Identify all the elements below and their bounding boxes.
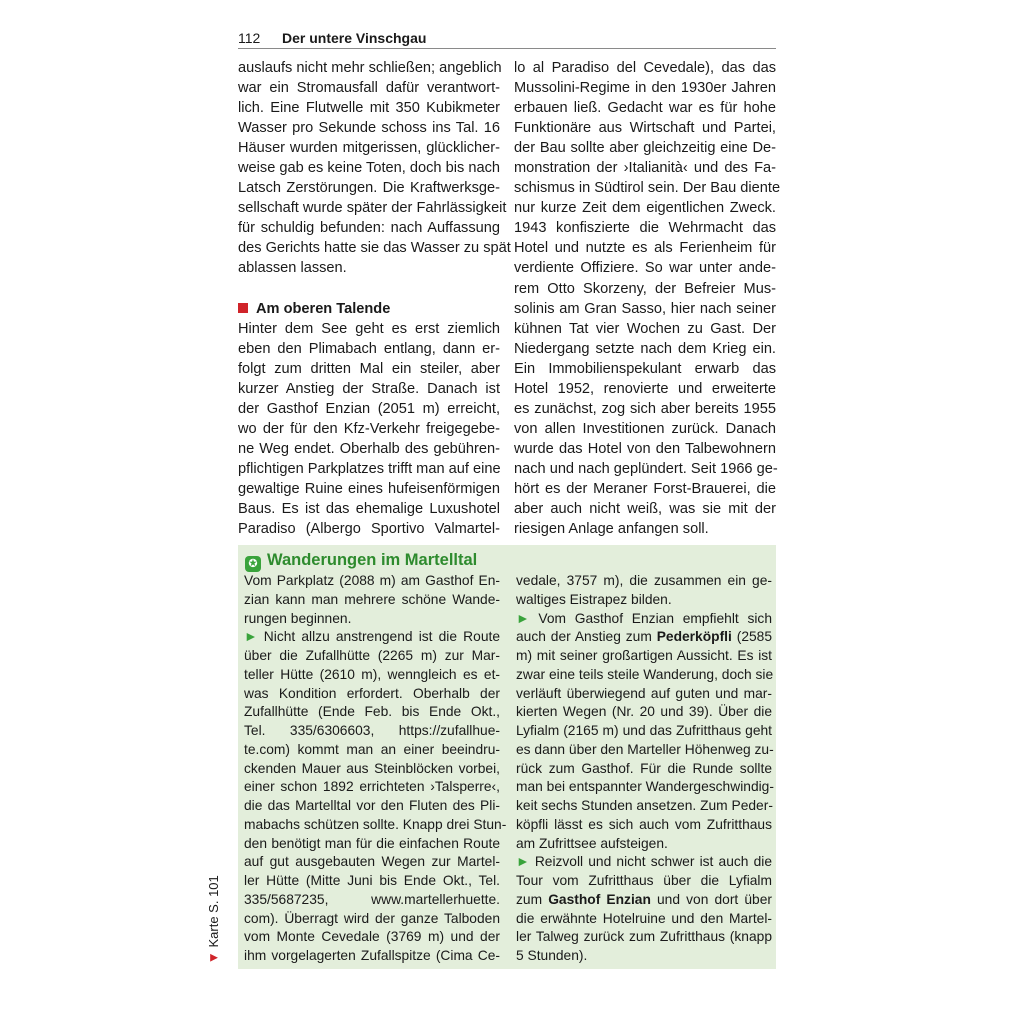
box-text-line: keit sechs Stunden ansetzen. Zum Peder- xyxy=(516,798,773,813)
chapter-title: Der untere Vinschgau xyxy=(282,30,427,46)
box-text-line: com). Überragt wird der ganze Talboden xyxy=(244,910,500,926)
text-line: folgt zum dritten Mal ein steiler, aber xyxy=(238,360,500,377)
box-text-line: köpfli lässt es sich auch vom Zufritthaus xyxy=(516,816,772,832)
text-line: weise gab es keine Toten, doch bis nach xyxy=(238,160,500,177)
left-column xyxy=(238,58,511,539)
text-line: monstration der ›Italianità‹ und des Fa- xyxy=(514,160,776,177)
box-text-line: ihm vorgelagerten Zufallspitze (Cima Ce- xyxy=(244,948,500,963)
text-line: Mussolini-Regime in den 1930er Jahren xyxy=(514,80,776,97)
section-heading-text: Am oberen Talende xyxy=(256,300,391,317)
text-line: es zunächst, zog sich aber bereits 1955 xyxy=(514,400,776,417)
page-number: 112 xyxy=(238,30,261,46)
text-line: Häuser wurden mitgerissen, glücklicher- xyxy=(238,140,500,157)
box-text-line: man bei entspannter Wandergeschwindig- xyxy=(516,779,774,795)
text-line: von allen Investitionen zurück. Danach xyxy=(514,420,776,437)
box-text-line: zian kann man mehrere schöne Wande- xyxy=(244,591,500,607)
text-line: Hotel und nutzte es als Ferienheim für xyxy=(514,240,776,257)
text-line: riesigen Anlage anfangen soll. xyxy=(514,521,709,538)
text-line: ne Weg endet. Oberhalb des gebühren- xyxy=(238,440,500,457)
text-line: eben den Plimabach entlang, dann er- xyxy=(238,340,500,357)
text-line: erbauen ließ. Gedacht war es für hohe xyxy=(514,100,776,117)
box-title xyxy=(245,549,477,572)
text-line: schismus in Südtirol sein. Der Bau diente xyxy=(514,180,781,197)
box-text-line: Lyfialm (2165 m) und das Zufritthaus geht xyxy=(516,723,772,738)
hiking-icon: ✪ xyxy=(245,556,261,572)
box-text-line: zum Gasthof Enzian und von dort über xyxy=(516,891,772,907)
box-text-line: Vom Parkplatz (2088 m) am Gasthof En- xyxy=(244,573,500,588)
box-text-line: die das Martelltal vor den Fluten des Pli- xyxy=(244,798,500,813)
text-line: gewaltige Ruine eines hufeisenförmigen xyxy=(238,480,500,497)
text-line: Hinter dem See geht es erst ziemlich xyxy=(238,320,500,337)
text-line: Baus. Es ist das ehemalige Luxushotel xyxy=(238,501,500,518)
text-line: der Gasthof Enzian (2051 m) erreicht, xyxy=(238,400,500,417)
page-header xyxy=(238,28,776,49)
box-text-line: rungen beginnen. xyxy=(244,610,352,626)
box-text-line: 335/5687235, www.martellerhuette. xyxy=(244,891,500,907)
section-heading xyxy=(238,299,500,319)
place-name: Pederköpfli xyxy=(656,629,732,645)
red-square-icon xyxy=(238,303,248,313)
box-left-column xyxy=(244,572,507,966)
arrow-bullet-icon: ► xyxy=(516,854,530,870)
text-line: hört es der Meraner Forst-Brauerei, die xyxy=(514,480,776,497)
box-text-line: den benötigt man für die einfachen Route xyxy=(244,835,500,851)
text-line: für schuldig befunden: nach Auffassung xyxy=(238,220,500,237)
text-line: Funktionäre aus Wirtschaft und Partei, xyxy=(514,120,776,137)
text-line: des Gerichts hatte sie das Wasser zu spät xyxy=(238,240,511,257)
text-line: 1943 konfiszierte die Wehrmacht das xyxy=(514,220,776,237)
box-text-line: über die Zufallhütte (2265 m) zur Mar- xyxy=(244,648,500,663)
text-line: pflichtigen Parkplatzes trifft man auf eine xyxy=(238,460,501,477)
box-text-line: auf gut ausgebauten Wegen zur Martel- xyxy=(244,854,500,870)
text-line: Paradiso (Albergo Sportivo Valmartel- xyxy=(238,521,500,538)
text-line: ablassen lassen. xyxy=(238,260,347,277)
box-text-line: ► Vom Gasthof Enzian empfiehlt sich xyxy=(516,610,772,626)
box-text-line: ckenden Mauer aus Steinblöcken vorbei, xyxy=(244,760,500,776)
text-line: Niedergang setzte nach dem Krieg ein. xyxy=(514,340,776,357)
text-line: lich. Eine Flutwelle mit 350 Kubikmeter xyxy=(238,100,500,117)
text-line: solinis am Gran Sasso, hier nach seiner xyxy=(514,300,776,317)
hiking-info-box xyxy=(238,545,776,969)
box-text-line: einer schon 1892 errichteten ›Talsperre‹, xyxy=(244,779,500,795)
text-line: war ein Stromausfall dafür verantwort- xyxy=(238,80,500,97)
text-line: auslaufs nicht mehr schließen; angeblich xyxy=(238,60,502,76)
text-line: aber auch nicht weiß, was sie mit der xyxy=(514,501,776,518)
box-text-line: teller Hütte (2610 m), wenngleich es et- xyxy=(244,666,500,682)
text-line: wo der für den Kfz-Verkehr freigegebe- xyxy=(238,420,500,437)
arrow-bullet-icon: ► xyxy=(244,629,258,645)
text-line: wurde das Hotel von den Talbewohnern xyxy=(514,440,776,457)
box-text-line: waltiges Eistrapez bilden. xyxy=(516,591,672,607)
text-line: kühnen Tat vier Wochen zu Gast. Der xyxy=(514,320,776,337)
box-text-line: kierten Wegen (Nr. 20 und 39). Über die xyxy=(516,704,772,720)
text-line: Latsch Zerstörungen. Die Kraftwerksge- xyxy=(238,180,500,197)
box-text-line: vedale, 3757 m), die zusammen ein ge- xyxy=(516,573,772,588)
text-line: nach und nach geplündert. Seit 1966 ge- xyxy=(514,460,778,477)
box-text-line: mabachs schützen sollte. Knapp drei Stun- xyxy=(244,816,507,832)
box-text-line: ► Nicht allzu anstrengend ist die Route xyxy=(244,629,500,645)
box-text-line: ler Talweg zurück zum Zufritthaus (knapp xyxy=(516,929,772,945)
box-text-line: Tour vom Zufritthaus über die Lyfialm xyxy=(516,873,772,888)
box-text-line: am Zufrittsee aufsteigen. xyxy=(516,835,668,851)
box-right-column xyxy=(516,572,772,966)
text-line: verdiente Offiziere. So war unter ande- xyxy=(514,260,776,277)
map-reference-text: Karte S. 101 xyxy=(206,875,221,948)
box-text-line: te.com) kommt man an einer beeindru- xyxy=(244,741,500,757)
box-text-line: Zufallhütte (Ende Feb. bis Ende Okt., xyxy=(244,704,500,720)
box-text-line: auch der Anstieg zum Pederköpfli (2585 xyxy=(516,629,773,645)
box-text-line: zwar eine teils steile Wanderung, doch sie xyxy=(516,666,774,682)
map-reference-sidebar xyxy=(204,875,224,976)
box-text-line: es dann über den Marteller Höhenweg zu- xyxy=(516,741,774,757)
box-text-line: vom Monte Cevedale (3769 m) und der xyxy=(244,929,500,945)
paragraph-gap xyxy=(238,279,500,299)
text-line: Hotel 1952, renovierte und erweiterte xyxy=(514,380,776,397)
text-line: kurzer Anstieg der Straße. Danach ist xyxy=(238,380,500,397)
box-text-line: ► Reizvoll und nicht schwer ist auch die xyxy=(516,854,772,870)
right-column xyxy=(514,58,781,539)
box-title-text: Wanderungen im Martelltal xyxy=(267,551,478,569)
box-text-line: Tel. 335/6306603, https://zufallhue- xyxy=(244,723,500,738)
map-reference xyxy=(204,874,224,964)
text-line: rem Otto Skorzeny, der Befreier Mus- xyxy=(514,280,776,297)
text-line: Wasser pro Sekunde schoss ins Tal. 16 xyxy=(238,120,500,137)
text-line: sellschaft wurde später der Fahrlässigkeit xyxy=(238,200,507,217)
box-text-line: 5 Stunden). xyxy=(516,948,588,963)
text-line: nur kurze Zeit dem eigentlichen Zweck. xyxy=(514,200,776,217)
text-line: Ein Immobilienspekulant erwarb das xyxy=(514,360,776,377)
box-text-line: was Kondition erfordert. Oberhalb der xyxy=(244,685,500,701)
box-text-line: m) mit seiner großartigen Aussicht. Es ist xyxy=(516,648,772,663)
place-name: Gasthof Enzian xyxy=(548,891,651,907)
box-text-line: die erwähnte Hotelruine und den Martel- xyxy=(516,910,772,926)
box-text-line: ler Hütte (Mitte Juni bis Ende Okt., Tel. xyxy=(244,873,500,888)
box-text-line: rück zum Gasthof. Für die Runde sollte xyxy=(516,760,772,776)
text-line: lo al Paradiso del Cevedale), das das xyxy=(514,60,776,76)
text-line: der Bau sollte aber gleichzeitig eine De- xyxy=(514,140,776,157)
box-text-line: verläuft überwiegend auf guten und mar- xyxy=(516,685,772,701)
red-arrow-icon: ► xyxy=(207,949,221,965)
arrow-bullet-icon: ► xyxy=(516,610,530,626)
